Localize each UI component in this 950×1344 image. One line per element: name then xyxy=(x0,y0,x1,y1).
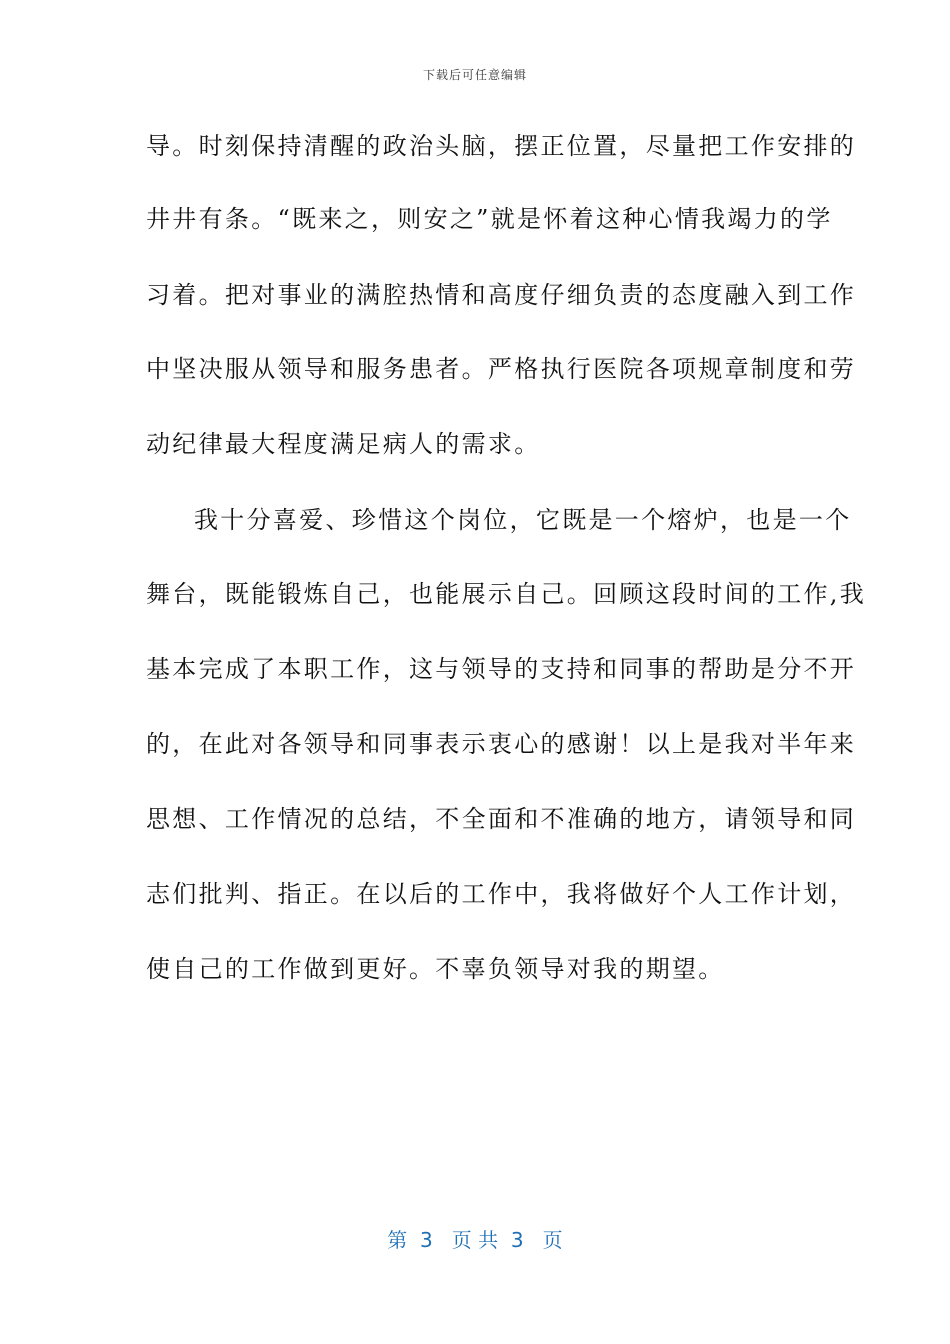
text-line: 的，在此对各领导和同事表示衷心的感谢！以上是我对半年来 xyxy=(146,730,857,758)
text-line: 志们批判、指正。在以后的工作中，我将做好个人工作计划， xyxy=(146,880,857,908)
paragraph-start-line: 我十分喜爱、珍惜这个岗位，它既是一个熔炉，也是一个 xyxy=(194,506,852,534)
page-header: 下载后可任意编辑 xyxy=(422,68,527,82)
text-line: 动纪律最大程度满足病人的需求。 xyxy=(146,430,541,458)
text-line: 使自己的工作做到更好。不辜负领导对我的期望。 xyxy=(146,955,725,983)
text-line: 导。时刻保持清醒的政治头脑，摆正位置，尽量把工作安排的 xyxy=(146,132,857,160)
text-line: 井井有条。“既来之，则安之”就是怀着这种心情我竭力的学 xyxy=(146,205,833,233)
text-line: 思想、工作情况的总结，不全面和不准确的地方，请领导和同 xyxy=(146,805,857,833)
text-line: 习着。把对事业的满腔热情和高度仔细负责的态度融入到工作 xyxy=(146,281,857,309)
text-line: 中坚决服从领导和服务患者。严格执行医院各项规章制度和劳 xyxy=(146,355,857,383)
text-line: 基本完成了本职工作，这与领导的支持和同事的帮助是分不开 xyxy=(146,655,857,683)
page-number-footer: 第 3 页 共 3 页 xyxy=(387,1228,563,1252)
text-line: 舞台，既能锻炼自己，也能展示自己。回顾这段时间的工作,我 xyxy=(146,580,867,608)
